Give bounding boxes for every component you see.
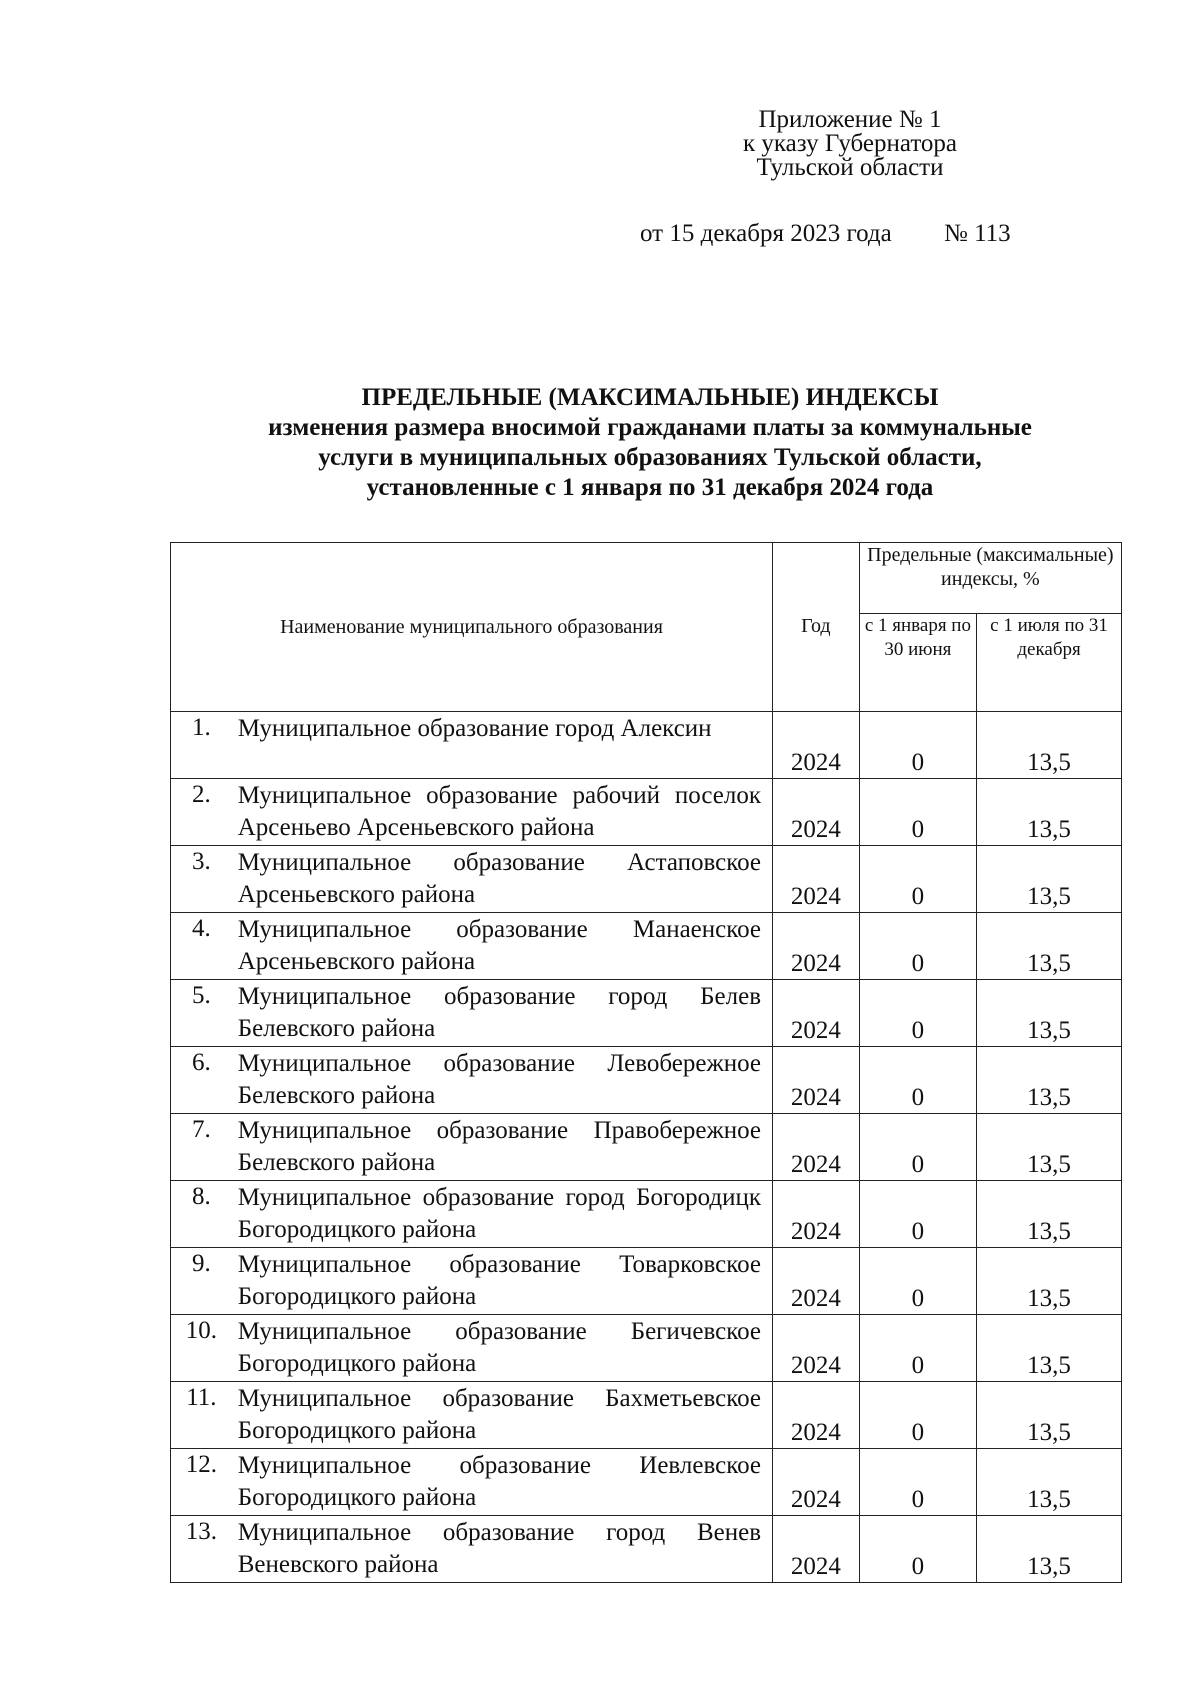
index-period-2-value: 13,5 [977, 1047, 1122, 1114]
municipality-name: Муниципальное образование Астаповское Арсеньевского района [232, 846, 773, 913]
year-value: 2024 [773, 1181, 860, 1248]
municipality-name: Муниципальное образование город Богородицк Богородицкого района [232, 1181, 773, 1248]
index-period-1-value: 0 [859, 1114, 976, 1181]
year-value: 2024 [773, 1382, 860, 1449]
municipality-name: Муниципальное образование Товарковское Богородицкого района [232, 1248, 773, 1315]
indices-table [170, 542, 1122, 1583]
municipality-name: Муниципальное образование Иевлевское Богородицкого района [232, 1449, 773, 1516]
municipality-name: Муниципальное образование Бегичевское Богородицкого района [232, 1315, 773, 1382]
index-period-1-value: 0 [859, 913, 976, 980]
municipality-name: Муниципальное образование Манаенское Арсеньевского района [232, 913, 773, 980]
table-row [171, 1181, 1122, 1248]
table-row [171, 913, 1122, 980]
column-header-period-2: с 1 июля по 31 декабря [977, 614, 1122, 712]
index-period-2-value: 13,5 [977, 1449, 1122, 1516]
index-period-1-value: 0 [859, 1181, 976, 1248]
year-value: 2024 [773, 779, 860, 846]
municipality-name: Муниципальное образование Бахметьевское Богородицкого района [232, 1382, 773, 1449]
year-value: 2024 [773, 1449, 860, 1516]
row-number: 3. [171, 846, 232, 913]
row-number: 10. [171, 1315, 232, 1382]
index-period-1-value: 0 [859, 1248, 976, 1315]
title-line-1: ПРЕДЕЛЬНЫЕ (МАКСИМАЛЬНЫЕ) ИНДЕКСЫ [361, 384, 939, 411]
index-period-2-value: 13,5 [977, 1315, 1122, 1382]
index-period-2-value: 13,5 [977, 779, 1122, 846]
table-row [171, 1516, 1122, 1583]
index-period-2-value: 13,5 [977, 913, 1122, 980]
index-period-1-value: 0 [859, 1449, 976, 1516]
title-line-4: установленные с 1 января по 31 декабря 2024 года [366, 474, 934, 501]
decree-date: от 15 декабря 2023 года [640, 220, 892, 247]
appendix-line-1: Приложение № 1 [758, 106, 942, 133]
index-period-2-value: 13,5 [977, 1181, 1122, 1248]
row-number: 12. [171, 1449, 232, 1516]
index-period-2-value: 13,5 [977, 1248, 1122, 1315]
column-header-year: Год [773, 543, 860, 712]
municipality-name: Муниципальное образование рабочий поселок Арсеньево Арсеньевского района [232, 779, 773, 846]
municipality-name: Муниципальное образование Правобережное Белевского района [232, 1114, 773, 1181]
table-row [171, 712, 1122, 779]
table-body [171, 712, 1122, 1583]
municipality-name: Муниципальное образование город Белев Белевского района [232, 980, 773, 1047]
row-number: 1. [171, 712, 232, 779]
title-line-3: услуги в муниципальных образованиях Тульской области, [318, 444, 982, 471]
municipality-name: Муниципальное образование город Алексин [232, 712, 773, 779]
row-number: 2. [171, 779, 232, 846]
year-value: 2024 [773, 1047, 860, 1114]
index-period-2-value: 13,5 [977, 980, 1122, 1047]
table-row [171, 980, 1122, 1047]
decree-number: № 113 [943, 220, 1011, 247]
year-value: 2024 [773, 712, 860, 779]
title-line-2: изменения размера вносимой гражданами платы за коммунальные [268, 414, 1032, 441]
index-period-1-value: 0 [859, 779, 976, 846]
index-period-1-value: 0 [859, 980, 976, 1047]
row-number: 9. [171, 1248, 232, 1315]
appendix-line-2: к указу Губернатора [742, 130, 958, 157]
table-row [171, 1047, 1122, 1114]
year-value: 2024 [773, 846, 860, 913]
table-row [171, 1248, 1122, 1315]
year-value: 2024 [773, 1516, 860, 1583]
index-period-1-value: 0 [859, 1516, 976, 1583]
year-value: 2024 [773, 1248, 860, 1315]
index-period-1-value: 0 [859, 1315, 976, 1382]
index-period-2-value: 13,5 [977, 1382, 1122, 1449]
row-number: 6. [171, 1047, 232, 1114]
appendix-line-3: Тульской области [756, 154, 944, 181]
year-value: 2024 [773, 913, 860, 980]
municipality-name: Муниципальное образование Левобережное Белевского района [232, 1047, 773, 1114]
index-period-2-value: 13,5 [977, 712, 1122, 779]
table-row [171, 846, 1122, 913]
appendix-header [700, 108, 1000, 180]
index-period-1-value: 0 [859, 846, 976, 913]
row-number: 13. [171, 1516, 232, 1583]
index-period-1-value: 0 [859, 1047, 976, 1114]
index-period-1-value: 0 [859, 1382, 976, 1449]
table-row [171, 1114, 1122, 1181]
table-row [171, 1382, 1122, 1449]
row-number: 5. [171, 980, 232, 1047]
row-number: 11. [171, 1382, 232, 1449]
year-value: 2024 [773, 1315, 860, 1382]
column-header-indices: Предельные (максимальные) индексы, % [859, 543, 1121, 614]
index-period-2-value: 13,5 [977, 846, 1122, 913]
column-header-name: Наименование муниципального образования [171, 543, 773, 712]
year-value: 2024 [773, 980, 860, 1047]
year-value: 2024 [773, 1114, 860, 1181]
decree-date-line [640, 220, 1011, 248]
row-number: 7. [171, 1114, 232, 1181]
table-row [171, 1449, 1122, 1516]
table-row [171, 779, 1122, 846]
column-header-period-1: с 1 января по 30 июня [859, 614, 976, 712]
index-period-2-value: 13,5 [977, 1516, 1122, 1583]
index-period-1-value: 0 [859, 712, 976, 779]
row-number: 4. [171, 913, 232, 980]
document-title [180, 383, 1120, 503]
index-period-2-value: 13,5 [977, 1114, 1122, 1181]
municipality-name: Муниципальное образование город Венев Веневского района [232, 1516, 773, 1583]
table-row [171, 1315, 1122, 1382]
row-number: 8. [171, 1181, 232, 1248]
